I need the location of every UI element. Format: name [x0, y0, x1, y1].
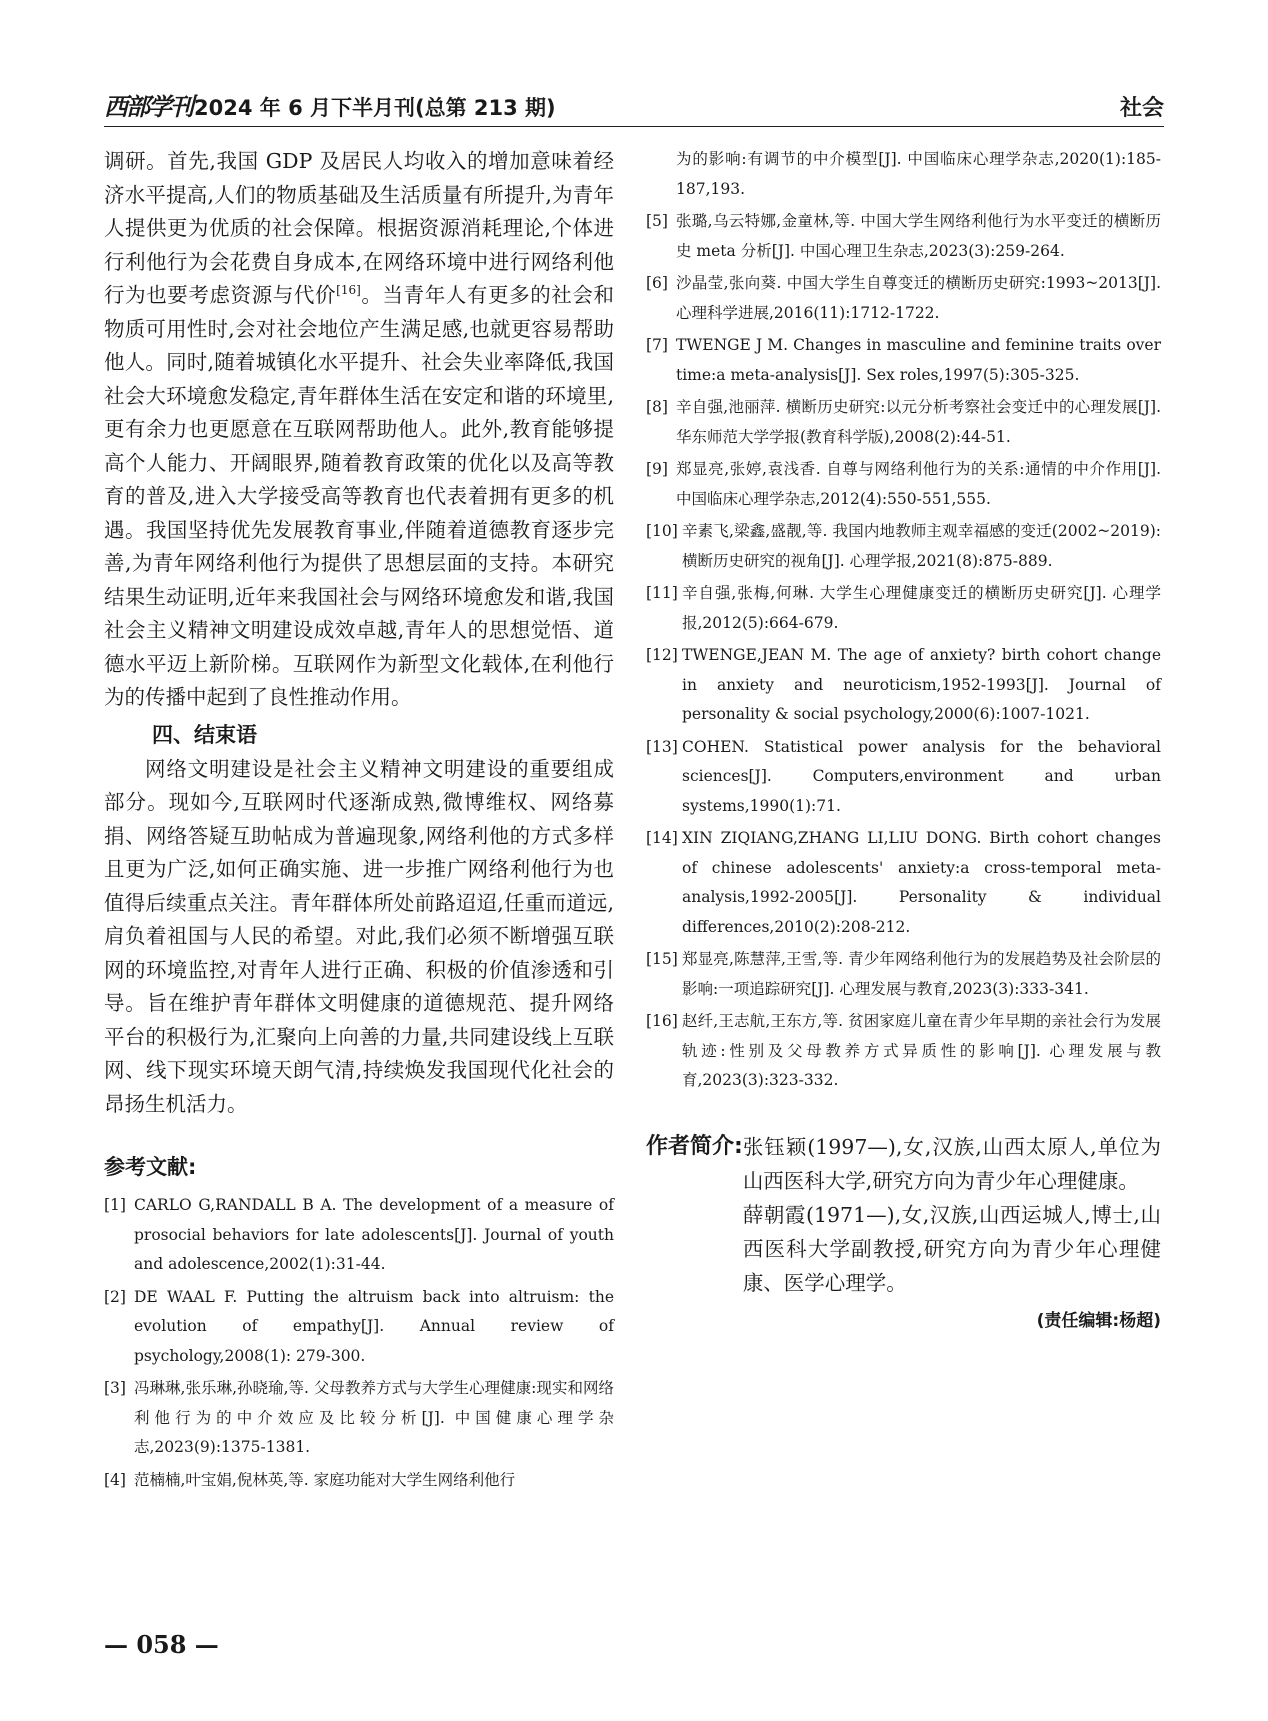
- reference-item: [4] 范楠楠,叶宝娟,倪林英,等. 家庭功能对大学生网络利他行: [104, 1470, 516, 1489]
- journal-logo: 西部学刊: [104, 92, 192, 121]
- author-bio-2: 薛朝霞(1971—),女,汉族,山西运城人,博士,山西医科大学副教授,研究方向为青少年心理健康、医学心理学。: [742, 1202, 1161, 1295]
- reference-item: [8] 辛自强,池丽萍. 横断历史研究:以元分析考察社会变迁中的心理发展[J]. 华东师范大学学报(教育科学版),2008(2):44-51.: [646, 398, 1161, 446]
- reference-item: [3] 冯琳琳,张乐琳,孙晓瑜,等. 父母教养方式与大学生心理健康:现实和网络利他行为的中介效应及比较分析[J]. 中国健康心理学杂志,2023(9):1375-1381.: [104, 1379, 614, 1456]
- reference-item: [9] 郑显亮,张婷,袁浅香. 自尊与网络利他行为的关系:通情的中介作用[J]. 中国临床心理学杂志,2012(4):550-551,555.: [646, 460, 1161, 508]
- references-title: 参考文献:: [104, 1155, 197, 1179]
- header-left: [104, 87, 556, 122]
- reference-item: [11] 辛自强,张梅,何琳. 大学生心理健康变迁的横断历史研究[J]. 心理学报,2012(5):664-679.: [646, 584, 1161, 632]
- author-bio-body: [743, 1130, 1161, 1300]
- body-paragraph-1: 调研。首先,我国 GDP 及居民人均收入的增加意味着经济水平提高,人们的物质基础及生活质量有所提升,为青年人提供更为优质的社会保障。根据资源消耗理论,个体进行利他行为会花费自身成本,在网络环境中进行网络利他行为也要考虑资源与代价[16]。当青年人有更多的社会和物质可用性时,会对社会地位产生满足感,也就更容易帮助他人。同时,随着城镇化水平提升、社会失业率降低,我国社会大环境愈发稳定,青年群体生活在安定和谐的环境里,更有余力也更愿意在互联网帮助他人。此外,教育能够提高个人能力、开阔眼界,随着教育政策的优化以及高等教育的普及,进入大学接受高等教育也代表着拥有更多的机遇。我国坚持优先发展教育事业,伴随着道德教育逐步完善,为青年网络利他行为提供了思想层面的支持。本研究结果生动证明,近年来我国社会与网络环境愈发和谐,我国社会主义精神文明建设成效卓越,青年人的思想觉悟、道德水平迈上新阶梯。互联网作为新型文化载体,在利他行为的传播中起到了良性推动作用。: [104, 149, 615, 709]
- reference-item: [15] 郑显亮,陈慧萍,王雪,等. 青少年网络利他行为的发展趋势及社会阶层的影响:一项追踪研究[J]. 心理发展与教育,2023(3):333-341.: [646, 950, 1161, 998]
- reference-item: [7] TWENGE J M. Changes in masculine and feminine traits over time:a meta-analysis[J]. Sex roles,1997(5):305-325.: [646, 336, 1161, 384]
- section-label: 社会: [1119, 96, 1164, 121]
- reference-item: [6] 沙晶莹,张向葵. 中国大学生自尊变迁的横断历史研究:1993~2013[J]. 心理科学进展,2016(11):1712-1722.: [646, 274, 1161, 322]
- reference-item: [2] DE WAAL F. Putting the altruism back into altruism: the evolution of empathy[J]. Annual review of psychology,2008(1): 279-300.: [104, 1287, 614, 1365]
- page-number: — 058 —: [104, 1630, 219, 1659]
- body-paragraph-2: 网络文明建设是社会主义精神文明建设的重要组成部分。现如今,互联网时代逐渐成熟,微博维权、网络募捐、网络答疑互助帖成为普遍现象,网络利他的方式多样且更为广泛,如何正确实施、进一步推广网络利他行为也值得后续重点关注。青年群体所处前路迢迢,任重而道远,肩负着祖国与人民的希望。对此,我们必须不断增强互联网的环境监控,对青年人进行正确、积极的价值渗透和引导。旨在维护青年群体文明健康的道德规范、提升网络平台的积极行为,汇聚向上向善的力量,共同建设线上互联网、线下现实环境天朗气清,持续焕发我国现代化社会的昂扬生机活力。: [104, 756, 614, 1116]
- author-bio: [646, 1130, 1161, 1300]
- left-column: [104, 145, 614, 1498]
- author-bio-1: 张钰颖(1997—),女,汉族,山西太原人,单位为山西医科大学,研究方向为青少年心理健康。: [742, 1134, 1161, 1193]
- reference-item: [12] TWENGE,JEAN M. The age of anxiety? birth cohort change in anxiety and neuroticism,1952-1993[J]. Journal of personality & social psychology,2000(6):1007-1021.: [646, 646, 1161, 723]
- right-column: [646, 145, 1161, 1331]
- issue-info: 2024 年 6 月下半月刊(总第 213 期): [194, 96, 556, 120]
- reference-item: [16] 赵纤,王志航,王东方,等. 贫困家庭儿童在青少年早期的亲社会行为发展轨迹:性别及父母教养方式异质性的影响[J]. 心理发展与教育,2023(3):323-332.: [646, 1012, 1161, 1089]
- page-header: [104, 86, 1164, 127]
- reference-item: [10] 辛素飞,梁鑫,盛靓,等. 我国内地教师主观幸福感的变迁(2002~2019):横断历史研究的视角[J]. 心理学报,2021(8):875-889.: [646, 522, 1161, 570]
- citation-16: [16]: [336, 283, 361, 298]
- reference-item: [1] CARLO G,RANDALL B A. The development of a measure of prosocial behaviors for late adolescents[J]. Journal of youth and adolescence,2002(1):31-44.: [104, 1196, 614, 1273]
- author-bio-label: 作者简介:: [646, 1133, 743, 1159]
- reference-item: [13] COHEN. Statistical power analysis for the behavioral sciences[J]. Computers,environment and urban systems,1990(1):71.: [646, 737, 1161, 815]
- section-heading: 四、结束语: [152, 722, 257, 747]
- reference-continuation: 为的影响:有调节的中介模型[J]. 中国临床心理学杂志,2020(1):185-187,193.: [676, 150, 1161, 198]
- reference-item: [14] XIN ZIQIANG,ZHANG LI,LIU DONG. Birth cohort changes of chinese adolescents' anxiety:a cross-temporal meta-analysis,1992-2005[J]. Personality & individual differences,2010(2):208-212.: [646, 829, 1161, 936]
- reference-item: [5] 张璐,乌云特娜,金童林,等. 中国大学生网络利他行为水平变迁的横断历史 meta 分析[J]. 中国心理卫生杂志,2023(3):259-264.: [646, 212, 1161, 260]
- responsible-editor: (责任编辑:杨超): [1036, 1310, 1161, 1331]
